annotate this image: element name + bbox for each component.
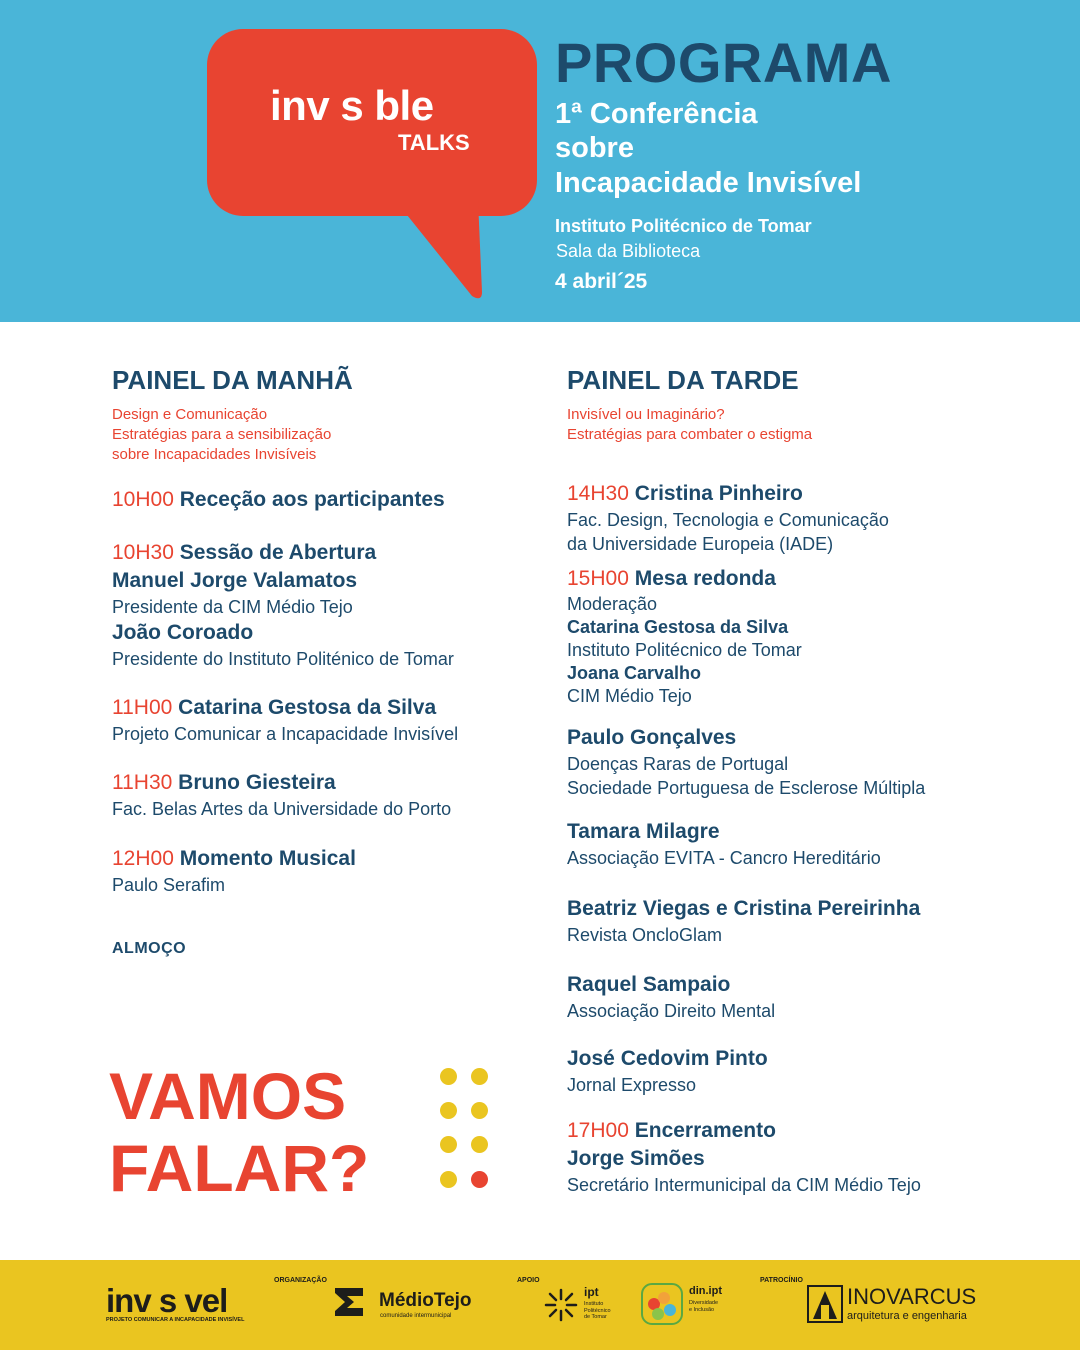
event-date: 4 abril´25 xyxy=(555,270,648,293)
schedule-item xyxy=(567,895,920,947)
schedule-item xyxy=(567,818,881,870)
item-description: Sociedade Portuguesa de Esclerose Múltipla xyxy=(567,778,926,798)
schedule-item xyxy=(567,565,802,708)
item-time: 11H30 xyxy=(112,771,173,794)
dot xyxy=(471,1136,488,1153)
ipt-tagline: Instituto Politécnico de Tomar xyxy=(584,1301,611,1320)
lunch-break: ALMOÇO xyxy=(112,940,187,957)
schedule-item xyxy=(112,694,458,746)
ipt-name: ipt xyxy=(584,1285,599,1299)
conference-title-line-2: sobre xyxy=(555,132,634,164)
dot-red xyxy=(471,1171,488,1188)
item-title: Sessão de Abertura xyxy=(179,541,377,564)
dot xyxy=(440,1068,457,1085)
item-description: Associação Direito Mental xyxy=(567,1001,776,1021)
conference-title-line-1: 1ª Conferência xyxy=(555,98,758,130)
schedule-item xyxy=(112,769,451,821)
medio-tejo-icon xyxy=(332,1285,366,1319)
afternoon-panel-title: PAINEL DA TARDE xyxy=(567,365,799,395)
item-description: Jornal Expresso xyxy=(567,1075,697,1095)
dot xyxy=(471,1068,488,1085)
item-title: Raquel Sampaio xyxy=(567,973,731,996)
inovarcus-icon xyxy=(807,1285,843,1323)
dot xyxy=(471,1102,488,1119)
logo-talks-text: TALKS xyxy=(398,130,470,155)
schedule-item xyxy=(112,486,445,514)
moderation-label: Moderação xyxy=(567,594,658,614)
institution: Instituto Politécnico de Tomar xyxy=(555,216,812,236)
footer-logos xyxy=(0,1260,1080,1350)
invisivel-tagline: PROJETO COMUNICAR A INCAPACIDADE INVISÍVEL xyxy=(106,1317,245,1323)
morning-subtitle-line: Estratégias para a sensibilização xyxy=(112,426,332,443)
slogan xyxy=(109,1060,369,1204)
schedule-item xyxy=(567,724,925,800)
speaker-role: Instituto Politécnico de Tomar xyxy=(567,640,802,660)
schedule-item xyxy=(567,1045,768,1097)
afternoon-panel-heading xyxy=(567,365,1047,445)
item-description: Paulo Serafim xyxy=(112,875,226,895)
speaker-name: Catarina Gestosa da Silva xyxy=(567,617,789,637)
item-description: da Universidade Europeia (IADE) xyxy=(567,534,834,554)
item-description: Fac. Belas Artes da Universidade do Porto xyxy=(112,799,452,819)
sponsor-label: PATROCÍNIO xyxy=(760,1277,803,1284)
item-description: Projeto Comunicar a Incapacidade Invisível xyxy=(112,724,459,744)
ipt-icon xyxy=(543,1287,579,1323)
dot xyxy=(440,1171,457,1188)
speaker-role: CIM Médio Tejo xyxy=(567,686,692,706)
item-title: Mesa redonda xyxy=(634,567,776,590)
din-ipt-tagline: Diversidade e Inclusão xyxy=(689,1300,719,1313)
item-title: Cristina Pinheiro xyxy=(634,482,803,505)
morning-subtitle-line: sobre Incapacidades Invisíveis xyxy=(112,446,317,463)
slogan-line: FALAR? xyxy=(109,1131,370,1205)
dot xyxy=(440,1102,457,1119)
item-title: Catarina Gestosa da Silva xyxy=(178,696,437,719)
item-time: 15H00 xyxy=(567,567,629,590)
item-description: Doenças Raras de Portugal xyxy=(567,754,789,774)
speaker-name: Jorge Simões xyxy=(567,1147,705,1170)
schedule-item xyxy=(567,1117,921,1197)
inovarcus-tagline: arquitetura e engenharia xyxy=(847,1310,967,1322)
item-time: 10H00 xyxy=(112,488,174,511)
item-title: Paulo Gonçalves xyxy=(567,726,737,749)
invisivel-logo: inv s vel xyxy=(106,1282,228,1319)
morning-subtitle-line: Design e Comunicação xyxy=(112,406,268,423)
speaker-name: João Coroado xyxy=(112,621,254,644)
organization-label: ORGANIZAÇÃO xyxy=(274,1277,327,1284)
speaker-role: Presidente da CIM Médio Tejo xyxy=(112,597,353,617)
din-ipt-name: din.ipt xyxy=(689,1285,722,1297)
item-title: Encerramento xyxy=(634,1119,776,1142)
item-time: 14H30 xyxy=(567,482,629,505)
schedule-item xyxy=(112,539,454,671)
speaker-role: Presidente do Instituto Politénico de Tomar xyxy=(112,649,454,669)
speech-bubble-tail xyxy=(0,0,1080,322)
item-time: 11H00 xyxy=(112,696,173,719)
item-time: 12H00 xyxy=(112,847,174,870)
room: Sala da Biblioteca xyxy=(556,241,701,261)
medio-tejo-tagline: comunidade intermunicipal xyxy=(380,1313,452,1319)
afternoon-subtitle-line: Invisível ou Imaginário? xyxy=(567,406,725,423)
slogan-line: VAMOS xyxy=(109,1059,347,1133)
conference-title-line-3: Incapacidade Invisível xyxy=(555,167,862,199)
dot xyxy=(440,1136,457,1153)
item-description: Revista OncloGlam xyxy=(567,925,723,945)
item-description: Fac. Design, Tecnologia e Comunicação xyxy=(567,510,889,530)
speaker-name: Manuel Jorge Valamatos xyxy=(112,569,358,592)
item-title: Beatriz Viegas e Cristina Pereirinha xyxy=(567,897,921,920)
morning-panel-heading xyxy=(112,365,552,465)
item-time: 17H00 xyxy=(567,1119,629,1142)
header-banner xyxy=(0,0,1080,322)
speaker-name: Joana Carvalho xyxy=(567,663,702,683)
item-title: Bruno Giesteira xyxy=(178,771,336,794)
braille-dots-icon xyxy=(440,1068,490,1192)
page-title: PROGRAMA xyxy=(555,31,892,94)
item-title: Receção aos participantes xyxy=(179,488,445,511)
speaker-role: Secretário Intermunicipal da CIM Médio Tejo xyxy=(567,1175,921,1195)
logo-invisible-text: inv s ble xyxy=(270,82,434,129)
schedule-item xyxy=(112,845,356,897)
item-title: José Cedovim Pinto xyxy=(567,1047,768,1070)
item-description: Associação EVITA - Cancro Hereditário xyxy=(567,848,881,868)
medio-tejo-name: MédioTejo xyxy=(379,1290,472,1311)
morning-panel-title: PAINEL DA MANHÃ xyxy=(112,365,353,395)
inovarcus-name: INOVARCUS xyxy=(847,1284,977,1309)
item-title: Tamara Milagre xyxy=(567,820,720,843)
item-time: 10H30 xyxy=(112,541,174,564)
afternoon-subtitle-line: Estratégias para combater o estigma xyxy=(567,426,813,443)
din-ipt-hand-icon xyxy=(640,1282,686,1326)
support-label: APOIO xyxy=(517,1277,540,1284)
schedule-item xyxy=(567,971,775,1023)
item-title: Momento Musical xyxy=(179,847,356,870)
schedule-item xyxy=(567,480,889,556)
